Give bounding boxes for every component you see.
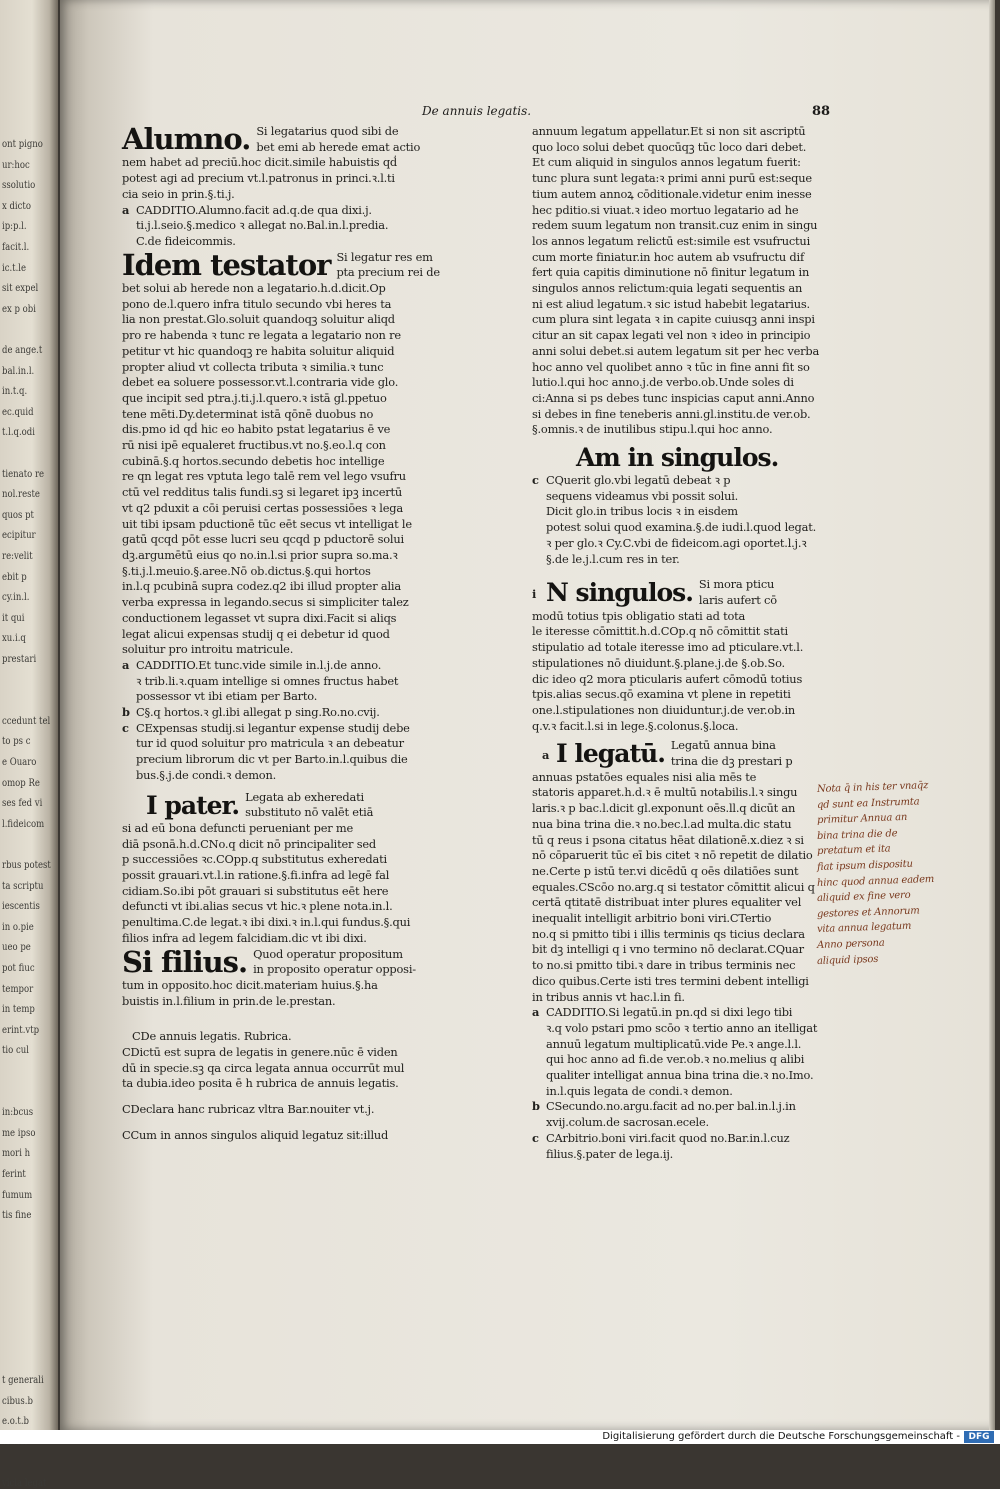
- additio-2: [122, 658, 484, 705]
- para-legatu-body: [532, 770, 837, 1006]
- text-line: [122, 752, 484, 768]
- text-line: legat alicui expensas studij q ei debetur id quod: [122, 626, 390, 641]
- text-line: penultima.C.de legat.ꝛ ibi dixi.ꝛ in.l.qui fundus.§.qui: [122, 915, 411, 930]
- fragment-line: to ps c: [2, 736, 31, 748]
- text-line: [532, 520, 837, 536]
- para-sifilius-head: [122, 944, 484, 979]
- text-line: in proposito operatur opposi-: [253, 962, 416, 977]
- fragment-line: de ange.t: [2, 345, 43, 356]
- text-line: [532, 1099, 837, 1115]
- text-line: [122, 721, 484, 737]
- footer-credit: Digitalisierung gefördert durch die Deutsche Forschungsgemeinschaft -: [602, 1431, 960, 1442]
- text-line: si ad eū bona defuncti perueniant per me: [122, 820, 354, 835]
- line-text: precium librorum dic vt per Barto.in.l.quibus die: [136, 752, 408, 767]
- text-line: nua bina trina die.ꝛ no.bec.l.ad multa.dic statu: [532, 816, 792, 831]
- text-line: si debes in fine teneberis anni.gl.institu.de ver.ob.: [532, 406, 811, 421]
- para-alumno-body: [122, 155, 484, 202]
- text-line: bina trina die de: [816, 827, 898, 842]
- note-marker: a: [532, 1005, 540, 1020]
- big-initial-word: N singulos.: [546, 578, 693, 608]
- fragment-line: tempor: [2, 983, 34, 995]
- line-text: ti.j.l.seio.§.medico ꝛ allegat no.Bal.in.l.predia.: [136, 218, 389, 233]
- left-column: [122, 124, 484, 1144]
- text-line: potest agi ad precium vt.l.patronus in princi.ꝛ.l.ti: [122, 171, 395, 186]
- folio-number: 88: [812, 104, 831, 119]
- text-line: nem habet ad preciū.hoc dicit.simile habuistis qḋ: [122, 155, 398, 170]
- right-body-1: [532, 124, 837, 438]
- line-text: xvij.colum.de sacrosan.ecele.: [546, 1115, 709, 1130]
- declara-line: CDeclara hanc rubricaz vltra Bar.nouiter vt.j.: [122, 1102, 375, 1117]
- text-line: §.omnis.ꝛ de inutilibus stipu.l.qui hoc anno.: [532, 422, 773, 437]
- text-line: fert quia capitis diminutione nō finitur legatum in: [532, 265, 810, 280]
- text-line: tene mēti.Dy.determinat istā qōnē duobus no: [122, 406, 374, 421]
- fragment-line: ebit p: [2, 571, 27, 583]
- line-text: bus.§.j.de condi.ꝛ demon.: [136, 767, 277, 782]
- line-text: CQuerit glo.vbi legatū debeat ꝛ p: [546, 473, 731, 488]
- fragment-line: t.l.q.odi: [2, 427, 35, 439]
- line-text: ꝛ per glo.ꝛ Cy.C.vbi de fideicom.agi oportet.l.j.ꝛ: [546, 535, 807, 550]
- line-text: qualiter intelligat annua bina trina die.ꝛ no.Imo.: [546, 1068, 814, 1083]
- fragment-line: it qui: [2, 612, 25, 624]
- page-edge: [989, 0, 995, 1430]
- fragment-line: erint.vtp: [2, 1024, 40, 1036]
- text-line: buistis in.l.filium in prin.de le.prestan.: [122, 993, 336, 1008]
- text-line: cum plura sint legata ꝛ in capite cuiusqꝫ anni inspi: [532, 312, 815, 327]
- fragment-line: facit.l.: [2, 242, 30, 253]
- fragment-line: e Ouaro: [2, 757, 37, 768]
- text-line: dic ideo q2 mora pticularis aufert cōmodū totius: [532, 671, 803, 686]
- text-line: tum in opposito.hoc dicit.materiam huius.§.ha: [122, 977, 378, 992]
- text-line: CDictū est supra de legatis in genere.nūc ē viden: [122, 1045, 398, 1060]
- text-line: ta dubia.ideo posita ē h rubrica de annuis legatis.: [122, 1076, 399, 1091]
- fragment-line: ec.quid: [2, 406, 34, 418]
- fragment-line: re:velit: [2, 551, 33, 562]
- side-lines: [253, 947, 416, 978]
- para-singulos-body: [532, 609, 837, 735]
- text-line: in.l.q pcubinā supra codez.q2 ibi illud propter alia: [122, 579, 401, 594]
- fragment-line: vicia legat: [2, 1478, 47, 1489]
- text-line: [122, 218, 484, 234]
- rubric-body: [122, 1045, 484, 1092]
- note-c: [122, 721, 484, 784]
- text-line: [532, 1021, 837, 1037]
- right-column: [532, 124, 837, 1162]
- side-lines: [336, 250, 439, 281]
- text-line: [122, 674, 484, 690]
- line-text: qui hoc anno ad fi.de ver.ob.ꝛ no.melius q alibi: [546, 1052, 805, 1067]
- running-head: De annuis legatis.: [422, 104, 532, 118]
- note-marker: i: [532, 587, 537, 602]
- text-line: [532, 1037, 837, 1053]
- fragment-line: e.o.t.b: [2, 1416, 29, 1428]
- text-line: tū q reus i psona citatus hēat dilationē.x.diez ꝛ si: [532, 832, 804, 847]
- fragment-line: in o.pie: [2, 921, 34, 933]
- line-text: CADDITIO.Si legatū.in pn.qd si dixi lego tibi: [546, 1005, 793, 1020]
- text-line: verba expressa in legando.secus si simpliciter talez: [122, 595, 409, 610]
- handwritten-margin-note: [817, 782, 989, 969]
- text-line: laris.ꝛ p bac.l.dicit gl.exponunt oēs.ll.q dicūt an: [532, 801, 796, 816]
- fragment-line: ur:hoc: [2, 159, 30, 171]
- line-text: possessor vt ibi etiam per Barto.: [136, 689, 318, 704]
- line-text: CArbitrio.boni viri.facit quod no.Bar.in.l.cuz: [546, 1130, 790, 1145]
- text-line: laris aufert cō: [698, 592, 777, 607]
- right-note-b: [532, 1099, 837, 1130]
- big-initial-word: I pater.: [146, 790, 240, 820]
- text-line: [532, 1147, 837, 1163]
- right-note-c: [532, 1131, 837, 1162]
- text-line: Et cum aliquid in singulos annos legatum fuerit:: [532, 155, 801, 170]
- fragment-line: ueo pe: [2, 942, 31, 954]
- additio-1: [122, 203, 484, 250]
- note-marker: b: [532, 1099, 540, 1114]
- fragment-line: in:bcus: [2, 1107, 34, 1119]
- text-line: [532, 1115, 837, 1131]
- fragment-line: ecipitur: [2, 530, 36, 542]
- text-line: qd sunt ea Instrumta: [816, 796, 920, 811]
- fragment-line: pot fiuc: [2, 963, 35, 974]
- text-line: aliquid ipsos: [816, 953, 879, 967]
- fragment-line: quos pt: [2, 509, 34, 521]
- line-text: CExpensas studij.si legantur expense studij debe: [136, 720, 410, 735]
- text-line: Si legatarius quod sibi de: [256, 124, 399, 138]
- note-marker: c: [532, 1130, 539, 1145]
- text-line: Quod operatur propositum: [253, 946, 403, 961]
- fragment-line: tis fine: [2, 1210, 32, 1222]
- text-line: le iteresse cōmittit.h.d.COp.q nō cōmittit stati: [532, 624, 788, 639]
- fragment-line: rbus potest: [2, 860, 51, 871]
- line-text: CSecundo.no.argu.facit ad no.per bal.in.l.j.in: [546, 1099, 796, 1114]
- text-line: uit tibi ipsam pductionē tūc eēt secus vt intelligat le: [122, 516, 412, 531]
- text-line: Anno persona: [816, 937, 885, 951]
- line-text: ꝛ trib.li.ꝛ.quam intellige si omnes fructus habet: [136, 673, 399, 688]
- book-page: [60, 0, 995, 1430]
- text-line: gatū qcqd pōt esse lucri seu qcqd p pductorē solui: [122, 532, 404, 547]
- text-line: fiat ipsum dispositu: [816, 858, 913, 873]
- fragment-line: ex p obi: [2, 303, 36, 315]
- fragment-line: fumum: [2, 1189, 33, 1201]
- side-lines: [256, 124, 420, 155]
- line-text: annuū legatum multiplicatū.vide Pe.ꝛ ange.l.l.: [546, 1036, 802, 1051]
- line-text: potest solui quod examina.§.de iudi.l.quod legat.: [546, 520, 817, 535]
- fragment-line: cy.in.l.: [2, 592, 30, 604]
- rubric-title: CDe annuis legatis. Rubrica.: [132, 1029, 292, 1044]
- text-line: hec pditio.si viuat.ꝛ ideo mortuo legatario ad he: [532, 202, 799, 217]
- text-line: gestores et Annorum: [816, 905, 920, 920]
- fragment-line: in.t.q.: [2, 386, 28, 398]
- fragment-line: ssolutio: [2, 180, 36, 192]
- text-line: ctū vel redditus talis fundi.sꝫ si legaret ipꝫ incertū: [122, 485, 402, 500]
- line-text: §.de le.j.l.cum res in ter.: [546, 551, 680, 566]
- text-line: certā qtitatē distribuat inter plures equaliter vel: [532, 895, 802, 910]
- fragment-line: ip:p.l.: [2, 221, 27, 233]
- text-line: [122, 736, 484, 752]
- text-line: trina die dꝫ prestari p: [670, 754, 793, 769]
- text-line: citur an sit capax legati vel non ꝛ ideo in principio: [532, 328, 811, 343]
- big-initial-word: Idem testator: [122, 247, 331, 282]
- fragment-line: nol.reste: [2, 489, 40, 501]
- text-line: stipulatio ad totale iteresse imo ad pticulare.vt.l.: [532, 640, 804, 655]
- text-line: [122, 203, 484, 219]
- text-line: conductionem legasset vt supra dixi.Facit si aliqs: [122, 610, 397, 625]
- fragment-line: tienato re: [2, 468, 45, 480]
- text-line: los annos legatum relictū est:simile est vsufructui: [532, 233, 811, 248]
- line-text: Dicit glo.in tribus locis ꝛ in eisdem: [546, 504, 738, 519]
- digitization-footer: [0, 1430, 1000, 1444]
- text-line: annuum legatum appellatur.Et si non sit ascriptū: [532, 124, 806, 138]
- text-line: pta precium rei de: [336, 265, 440, 280]
- text-line: petitur vt hic quandoqꝫ re habita soluitur aliquid: [122, 343, 395, 358]
- text-line: cidiam.So.ibi pōt grauari si substitutus eēt here: [122, 883, 389, 898]
- note-marker: c: [122, 720, 129, 735]
- right-body-2: [532, 473, 837, 567]
- facing-page-fragment: [0, 0, 58, 1489]
- text-line: Nota q̄ in his ter vnaq̄z: [816, 780, 929, 795]
- fragment-line: ont pigno: [2, 139, 43, 150]
- text-line: modū totius tpis obligatio stati ad tota: [532, 608, 746, 623]
- side-lines: [245, 790, 373, 821]
- fragment-line: omop Re: [2, 777, 40, 789]
- text-line: inequalit intelligit arbitrio boni viri.CTertio: [532, 911, 772, 926]
- fragment-line: mori h: [2, 1148, 31, 1160]
- text-line: statoris apparet.h.d.ꝛ ē multū notabilis.l.ꝛ singu: [532, 785, 798, 800]
- fragment-line: cibus.b: [2, 1395, 33, 1407]
- note-marker: a: [122, 202, 130, 217]
- text-line: pro re habenda ꝛ tunc re legata a legatario non re: [122, 328, 401, 343]
- text-line: ni est aliud legatum.ꝛ sic istud habebit legatarius.: [532, 296, 810, 311]
- text-line: redem suum legatum non transit.cuz enim in singu: [532, 218, 818, 233]
- text-line: [122, 689, 484, 705]
- text-line: bet emi ab herede emat actio: [256, 139, 421, 154]
- para-alumno-head: [122, 124, 484, 155]
- text-line: aliquid ex fine vero: [816, 889, 911, 905]
- big-initial-word: Si filius.: [122, 944, 248, 979]
- text-line: [532, 1068, 837, 1084]
- text-line: dꝫ.argumētū eius qo no.in.l.si prior supra so.ma.ꝛ: [122, 547, 398, 562]
- note-marker: b: [122, 705, 130, 720]
- text-line: stipulationes nō diuidunt.§.plane.j.de §.ob.So.: [532, 655, 785, 670]
- fragment-line: ferint: [2, 1169, 26, 1180]
- text-line: bet solui ab herede non a legatario.h.d.dicit.Op: [122, 281, 386, 296]
- text-line: ci:Anna si ps debes tunc inspicias caput anni.Anno: [532, 390, 815, 405]
- text-line: nō cōparuerit tūc eī bis citet ꝛ nō repetit de dilatio: [532, 848, 813, 863]
- text-line: [532, 536, 837, 552]
- big-initial-word: Am in singulos.: [576, 443, 779, 473]
- text-line: equales.CScōo no.arg.q si testator cōmittit alicui q: [532, 879, 815, 894]
- text-line: tpis.alias secus.qō examina vt plene in repetiti: [532, 687, 791, 702]
- text-line: [532, 1084, 837, 1100]
- text-line: lia non prestat.Glo.soluit quandoqꝫ soluitur aliqd: [122, 312, 395, 327]
- text-line: anni solui debet.si autem legatum sit per hec verba: [532, 343, 820, 358]
- fragment-line: l.fideicom: [2, 818, 45, 830]
- text-line: [122, 768, 484, 784]
- text-line: vita annua legatum: [816, 921, 912, 936]
- text-line: pono de.l.quero infra titulo secundo vbi heres ta: [122, 296, 392, 311]
- text-line: cubinā.§.q hortos.secundo debetis hoc intellige: [122, 453, 385, 468]
- text-line: lutio.l.qui hoc anno.j.de verbo.ob.Unde soles di: [532, 375, 794, 390]
- text-line: q.v.ꝛ facit.l.si in lege.§.colonus.§.loca.: [532, 718, 739, 733]
- fragment-line: bal.in.l.: [2, 365, 35, 377]
- text-line: primitur Annua an: [816, 812, 908, 827]
- text-line: dis.pmo id qḋ hic eo habito pstat legatarius ē ve: [122, 422, 391, 437]
- text-line: singulos annos relictum:quia legati sequentis an: [532, 281, 803, 296]
- text-line: Si legatur res em: [336, 249, 433, 264]
- para-idem-head: [122, 247, 484, 282]
- line-text: C.de fideicommis.: [136, 233, 236, 248]
- text-line: [532, 1005, 837, 1021]
- text-line: cum morte finiatur.in hoc autem ab vsufructu dif: [532, 249, 804, 264]
- fragment-line: me ipso: [2, 1127, 36, 1139]
- fragment-line: xu.i.q: [2, 633, 26, 645]
- line-text: sequens videamus vbi possit solui.: [546, 488, 739, 503]
- para-idem-body: [122, 281, 484, 658]
- para-singulos-head: [532, 577, 837, 608]
- line-text: tur id quod soluitur pro matricula ꝛ an debeatur: [136, 736, 404, 751]
- text-line: quo loco solui debet quocūqꝫ tūc loco dari debet.: [532, 139, 807, 154]
- fragment-line: t generali: [2, 1375, 44, 1386]
- text-line: [122, 658, 484, 674]
- para-sifilius-body: [122, 978, 484, 1009]
- text-line: pretatum et ita: [816, 843, 891, 858]
- text-line: bit dꝫ intelligi q i vno termino nō declarat.CQuar: [532, 942, 804, 957]
- para-ipater-head: [122, 790, 484, 821]
- text-line: dū in specie.sꝫ qa circa legata annua occurrūt mul: [122, 1060, 405, 1075]
- fragment-line: prestari: [2, 654, 37, 665]
- text-line: [532, 489, 837, 505]
- dfg-logo: DFG: [964, 1431, 994, 1443]
- note-text: C§.q hortos.ꝛ gl.ibi allegat p sing.Ro.no.cvij.: [136, 705, 380, 720]
- note-b: [122, 705, 484, 721]
- text-line: ne.Certe p istū ter.vi dicēdū q oēs dilatiōes sunt: [532, 863, 799, 878]
- text-line: cia seio in prin.§.ti.j.: [122, 186, 235, 201]
- text-line: p successiōes ꝛc.COpp.q substitutus exheredati: [122, 852, 387, 867]
- text-line: diā psonā.h.d.CNo.q dicit nō principaliter sed: [122, 836, 376, 851]
- text-line: soluitur pro introitu matricule.: [122, 642, 294, 657]
- text-line: dico quibus.Certe isti tres termini debent intelligi: [532, 973, 809, 988]
- text-line: [532, 1131, 837, 1147]
- fragment-line: ccedunt tel: [2, 715, 51, 727]
- text-line: que incipit sed ptra.j.ti.j.l.quero.ꝛ istā gl.ppetuo: [122, 390, 387, 405]
- note-marker: a: [122, 657, 130, 672]
- fragment-line: tio cul: [2, 1045, 29, 1057]
- text-line: rū nisi ipē equaleret fructibus.vt no.§.eo.l.q con: [122, 438, 386, 453]
- text-line: §.ti.j.l.meuio.§.aree.Nō ob.dictus.§.qui hortos: [122, 563, 371, 578]
- fragment-line: sit expel: [2, 283, 39, 295]
- note-marker: a: [542, 748, 550, 763]
- line-text: in.l.quis legata de condi.ꝛ demon.: [546, 1083, 733, 1098]
- text-line: Si mora pticu: [698, 577, 775, 592]
- text-line: vt q2 pduxit a cōi peruisi certas possessiōes ꝛ lega: [122, 500, 403, 515]
- fragment-line: x dicto: [2, 200, 31, 212]
- text-line: substituto nō valēt etiā: [245, 805, 374, 820]
- text-line: Legata ab exheredati: [245, 789, 364, 804]
- heading-am-in-singulos: [576, 442, 837, 473]
- text-line: [532, 473, 837, 489]
- big-initial-word: I legatū.: [556, 739, 665, 769]
- text-line: hinc quod annua eadem: [816, 873, 935, 889]
- cum-line: CCum in annos singulos aliquid legatuz sit:illud: [122, 1127, 389, 1142]
- side-lines: [699, 577, 777, 608]
- text-line: [532, 504, 837, 520]
- fragment-line: iescentis: [2, 901, 40, 913]
- text-line: one.l.stipulationes non diuiduntur.j.de ver.ob.in: [532, 702, 796, 717]
- text-line: tunc plura sunt legata:ꝛ primi anni purū est:seque: [532, 171, 812, 186]
- text-line: [532, 1052, 837, 1068]
- note-marker: c: [532, 473, 539, 488]
- fragment-line: in temp: [2, 1004, 35, 1016]
- big-initial-word: Alumno.: [122, 122, 251, 156]
- line-text: filius.§.pater de lega.ij.: [546, 1146, 674, 1161]
- text-line: no.q si pmitto tibi i illis terminis qs ticius declara: [532, 926, 805, 941]
- fragment-line: ic.t.le: [2, 262, 27, 274]
- text-line: hoc anno vel quolibet anno ꝛ tūc in fine anni fit so: [532, 359, 810, 374]
- text-line: annuas pstatōes equales nisi alia mēs te: [532, 769, 757, 784]
- text-line: re qn legat res vptuta lego talē rem vel lego vsufru: [122, 469, 406, 484]
- para-ipater-body: [122, 821, 484, 947]
- text-line: to no.si pmitto tibi.ꝛ dare in tribus terminis nec: [532, 958, 796, 973]
- text-line: propter aliud vt collecta tributa ꝛ similia.ꝛ tunc: [122, 359, 384, 374]
- text-line: debet ea soluere possessor.vt.l.contraria vide glo.: [122, 375, 399, 390]
- text-line: tium autem annoꝝ cōditionale.videtur enim inesse: [532, 186, 812, 201]
- text-line: defuncti vt ibi.alias secus vt hic.ꝛ plene nota.in.l.: [122, 899, 393, 914]
- text-line: in tribus annis vt hac.l.in fi.: [532, 989, 685, 1004]
- fragment-line: ses fed vi: [2, 798, 43, 810]
- side-lines: [671, 738, 793, 769]
- text-line: [532, 552, 837, 568]
- text-line: Legatū annua bina: [670, 738, 776, 753]
- para-legatu-head: [532, 738, 837, 769]
- additio-right: [532, 1005, 837, 1099]
- line-text: ꝛ.q volo pstari pmo scōo ꝛ tertio anno an itelligat: [546, 1020, 818, 1035]
- text-line: filios infra ad legem falcidiam.dic vt ibi dixi.: [122, 930, 367, 945]
- fragment-line: ta scriptu: [2, 880, 44, 892]
- line-text: CADDITIO.Et tunc.vide simile in.l.j.de anno.: [136, 657, 382, 672]
- line-text: CADDITIO.Alumno.facit ad.q.de qua dixi.j.: [136, 202, 372, 217]
- text-line: possit grauari.vt.l.in ratione.§.fi.infra ad legē fal: [122, 868, 390, 883]
